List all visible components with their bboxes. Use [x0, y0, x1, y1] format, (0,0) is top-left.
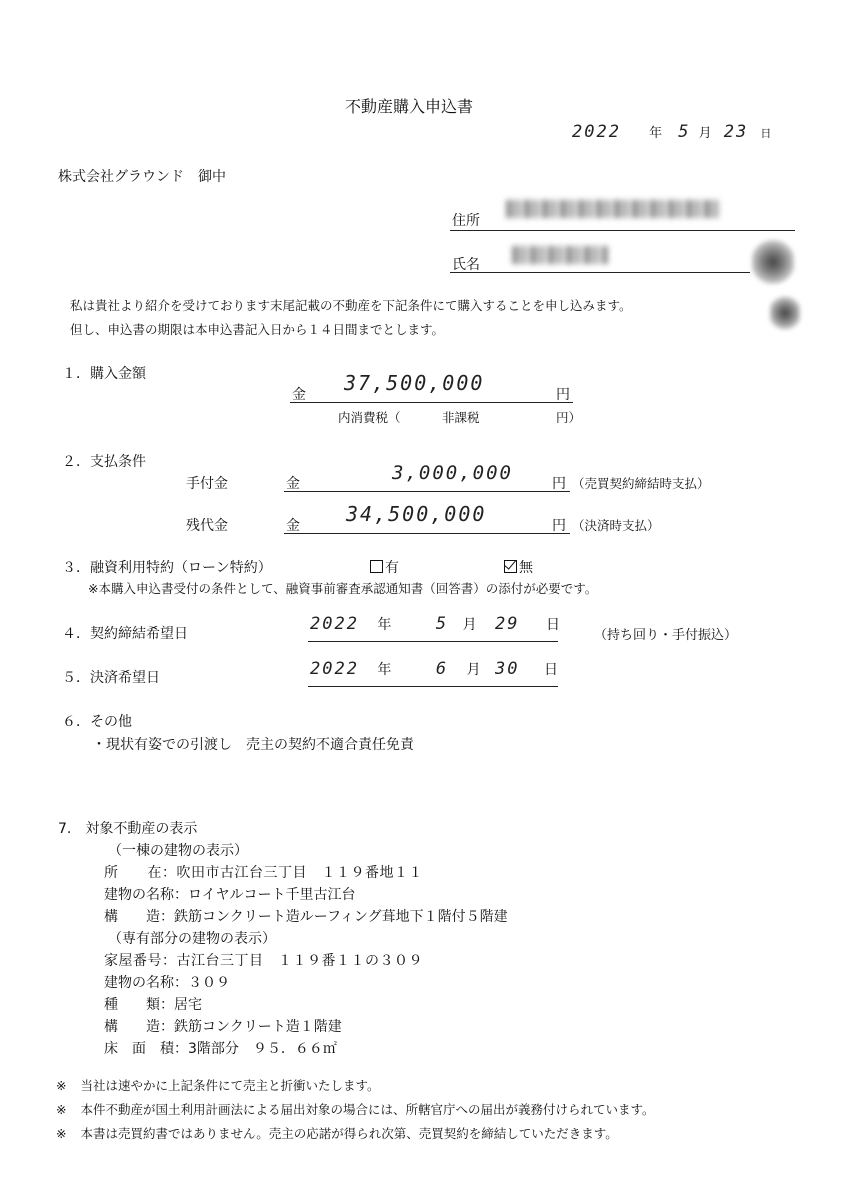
purchase-amount: 37,500,000 — [344, 371, 485, 395]
deposit-yen: 円 — [552, 476, 566, 492]
footnote — [56, 1100, 655, 1118]
property-line: 建物の名称：３０９ — [104, 975, 230, 991]
contract-day: 29 — [495, 614, 520, 634]
tax-note-left: 内消費税（ — [338, 410, 401, 425]
deposit-amount: 3,000,000 — [392, 462, 513, 484]
loan-option-yes — [370, 557, 399, 577]
deposit-label: 手付金 — [186, 476, 228, 492]
property-line: 床 面 積：3階部分 ９５．６６㎡ — [104, 1041, 337, 1057]
date-month-unit: 月 — [698, 126, 712, 141]
section5-label: ５．決済希望日 — [62, 670, 160, 686]
balance-label: 残代金 — [186, 518, 228, 534]
date-day: 23 — [723, 122, 749, 142]
date-year-unit: 年 — [649, 126, 663, 141]
footnote-text: 本件不動産が国土利用計画法による届出対象の場合には、所轄官庁への届出が義務付けられています。 — [80, 1102, 655, 1117]
footnote-mark: ※ — [56, 1126, 67, 1141]
balance-yen: 円 — [552, 518, 566, 534]
footnote — [56, 1124, 618, 1142]
recipient: 株式会社グラウンド 御中 — [58, 169, 226, 185]
date-month: 5 — [678, 122, 691, 142]
settlement-month-unit: 月 — [466, 662, 481, 678]
section7-label: 7. 対象不動産の表示 — [58, 821, 198, 837]
name-label: 氏名 — [452, 257, 480, 273]
property-line: 構 造：鉄筋コンクリート造１階建 — [104, 1019, 342, 1035]
intro-line-1: 私は貴社より紹介を受けております末尾記載の不動産を下記条件にて購入することを申し込みます。 — [70, 298, 632, 313]
other-conditions: ・現状有姿での引渡し 売主の契約不適合責任免責 — [92, 737, 414, 753]
seal-redacted — [752, 240, 794, 284]
property-line: 家屋番号：古江台三丁目 １１９番１１の３０９ — [104, 953, 423, 969]
settlement-day: 30 — [495, 659, 520, 679]
settlement-year: 2022 — [310, 659, 359, 679]
property-line: 種 類：居宅 — [104, 997, 202, 1013]
property-line: （一棟の建物の表示） — [108, 843, 248, 859]
purchase-kin: 金 — [292, 387, 306, 403]
tax-note-right: 円） — [556, 410, 582, 425]
seal-redacted-2 — [770, 296, 800, 330]
balance-amount: 34,500,000 — [346, 502, 487, 526]
loan-option-no — [504, 557, 533, 577]
settlement-day-unit: 日 — [543, 662, 558, 678]
name-redacted — [512, 246, 608, 264]
address-underline — [450, 230, 795, 231]
section1-label: １．購入金額 — [62, 366, 146, 382]
footnote-mark: ※ — [56, 1078, 67, 1093]
purchase-yen: 円 — [556, 387, 570, 403]
loan-option-yes-label: 有 — [385, 560, 399, 576]
loan-option-no-label: 無 — [519, 560, 533, 576]
settlement-month: 6 — [435, 659, 449, 679]
section6-label: ６．その他 — [62, 714, 132, 730]
address-redacted — [506, 200, 720, 218]
balance-kin: 金 — [286, 518, 300, 534]
property-line: 建物の名称：ロイヤルコート千里古江台 — [104, 887, 356, 903]
balance-note: （決済時支払） — [572, 518, 660, 533]
footnote-text: 本書は売買約書ではありません。売主の応諾が得られ次第、売買契約を締結していただきます。 — [80, 1126, 618, 1141]
loan-note: ※本購入申込書受付の条件として、融資事前審査承認通知書（回答書）の添付が必要です。 — [88, 581, 598, 596]
contract-month: 5 — [435, 614, 449, 634]
section2-label: ２．支払条件 — [62, 454, 146, 470]
application-date — [572, 122, 771, 142]
date-year: 2022 — [572, 122, 621, 142]
checkbox-no-checked — [504, 560, 517, 573]
settlement-year-unit: 年 — [377, 662, 392, 678]
tax-note-mid: 非課税 — [442, 410, 480, 425]
deposit-note: （売買契約締結時支払） — [572, 476, 710, 491]
contract-month-unit: 月 — [462, 617, 477, 633]
section4-label: ４．契約締結希望日 — [62, 626, 188, 642]
contract-note: （持ち回り・手付振込） — [594, 628, 738, 643]
checkbox-yes — [370, 560, 383, 573]
settlement-date — [310, 659, 558, 679]
section3-label: ３．融資利用特約（ローン特約） — [62, 560, 272, 576]
balance-underline — [284, 533, 570, 534]
contract-year: 2022 — [310, 614, 359, 634]
purchase-underline — [290, 402, 573, 403]
name-underline — [450, 272, 750, 273]
footnote-mark: ※ — [56, 1102, 67, 1117]
footnote — [56, 1076, 380, 1094]
property-line: 構 造：鉄筋コンクリート造ルーフィング葺地下１階付５階建 — [104, 909, 508, 925]
page-title: 不動産購入申込書 — [345, 97, 474, 116]
date-day-unit: 日 — [760, 127, 772, 140]
contract-day-unit: 日 — [545, 617, 560, 633]
deposit-underline — [284, 491, 570, 492]
contract-year-unit: 年 — [377, 617, 392, 633]
contract-date — [310, 614, 560, 634]
property-line: （専有部分の建物の表示） — [108, 931, 276, 947]
deposit-kin: 金 — [286, 476, 300, 492]
footnote-text: 当社は速やかに上記条件にて売主と折衝いたします。 — [80, 1078, 380, 1093]
address-label: 住所 — [452, 213, 480, 229]
contract-date-underline — [308, 641, 558, 642]
intro-line-2: 但し、申込書の期限は本申込書記入日から１４日間までとします。 — [70, 322, 445, 337]
settlement-date-underline — [308, 686, 558, 687]
property-line: 所 在：吹田市古江台三丁目 １１９番地１１ — [104, 865, 423, 881]
